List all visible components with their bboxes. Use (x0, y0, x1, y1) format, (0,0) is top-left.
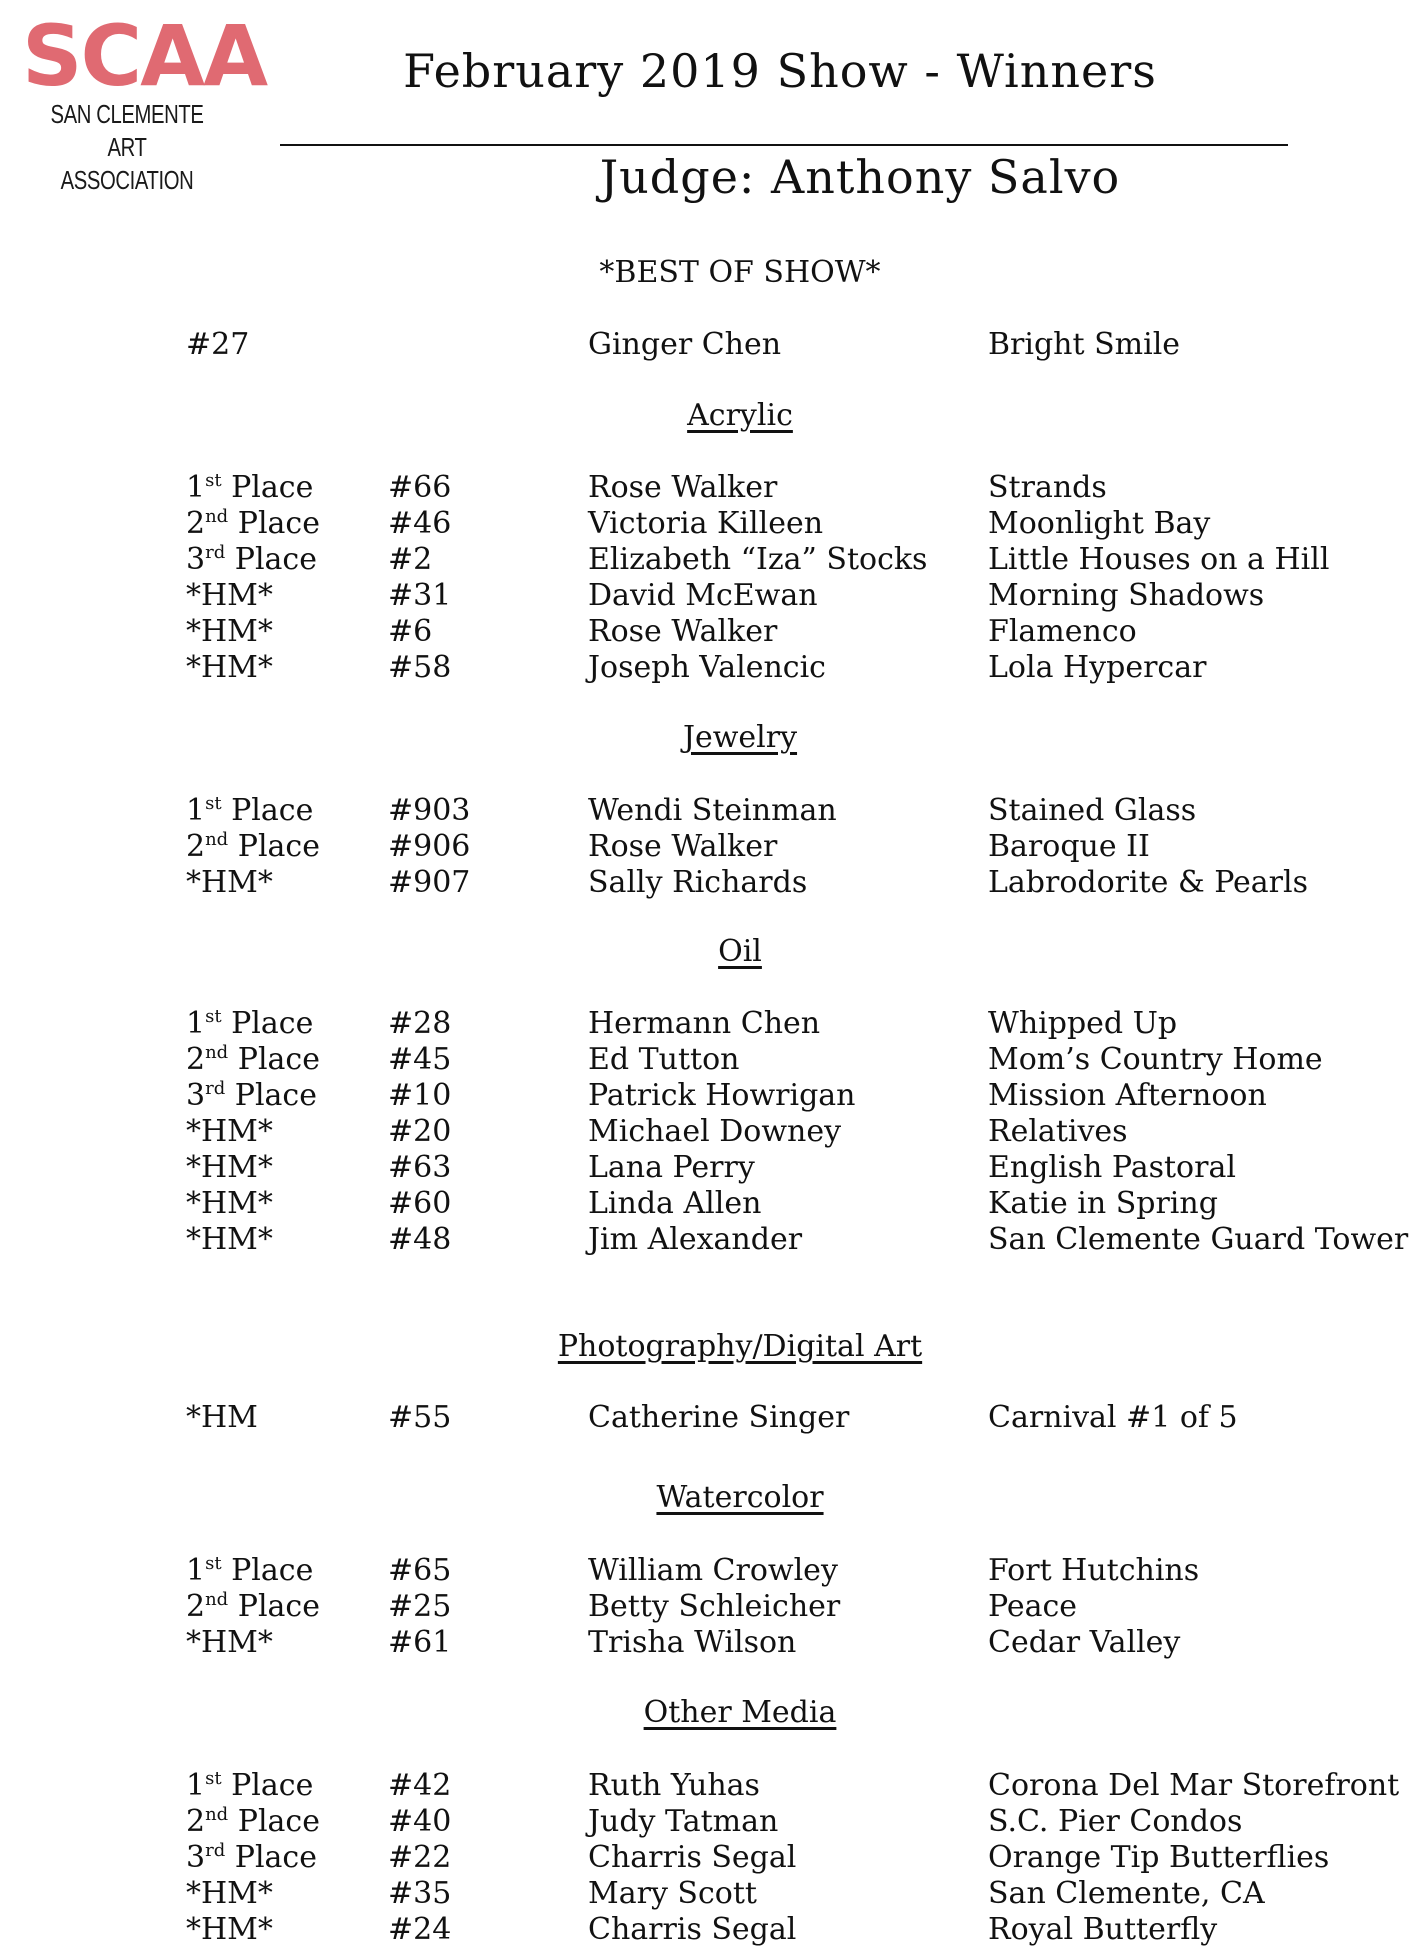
artist-name: Patrick Howrigan (588, 1078, 856, 1113)
artwork-title: Little Houses on a Hill (988, 542, 1330, 577)
award-place: 1st Place (186, 1006, 314, 1041)
best-of-show-row (0, 327, 1417, 363)
scaa-logo (22, 7, 267, 197)
artist-name: Rose Walker (588, 614, 778, 649)
artwork-title: Mom’s Country Home (988, 1042, 1323, 1077)
award-row (0, 1804, 1417, 1840)
artist-name: Judy Tatman (588, 1804, 779, 1839)
award-place: *HM* (186, 1186, 273, 1221)
entry-number: #31 (388, 578, 452, 613)
artwork-title: English Pastoral (988, 1150, 1236, 1185)
artist-name: Charris Segal (588, 1912, 797, 1947)
award-place: *HM* (186, 1876, 273, 1911)
artist-name: Betty Schleicher (588, 1589, 841, 1624)
entry-number: #42 (388, 1768, 452, 1803)
award-place: 2nd Place (186, 506, 320, 541)
entry-number: #28 (388, 1006, 452, 1041)
artwork-title: Flamenco (988, 614, 1137, 649)
artist-name: Jim Alexander (588, 1222, 803, 1257)
award-place: 1st Place (186, 793, 314, 828)
award-place: 2nd Place (186, 1804, 320, 1839)
artwork-title: San Clemente Guard Tower (988, 1222, 1409, 1257)
entry-number: #66 (388, 470, 452, 505)
artwork-title: Mission Afternoon (988, 1078, 1267, 1113)
award-row (0, 470, 1417, 506)
award-row (0, 1150, 1417, 1186)
award-row (0, 542, 1417, 578)
entry-number: #20 (388, 1114, 452, 1149)
artwork-title: Royal Butterfly (988, 1912, 1218, 1947)
artist-name: Elizabeth “Iza” Stocks (588, 542, 928, 577)
award-row (0, 1912, 1417, 1948)
entry-number: #35 (388, 1876, 452, 1911)
award-row (0, 1625, 1417, 1661)
entry-number: #906 (388, 829, 471, 864)
artwork-title: San Clemente, CA (988, 1876, 1265, 1911)
artist-name: William Crowley (588, 1553, 838, 1588)
artwork-title: Stained Glass (988, 793, 1197, 828)
artwork-title: Strands (988, 470, 1107, 505)
entry-number: #58 (388, 650, 452, 685)
award-place: 1st Place (186, 1553, 314, 1588)
entry-number: #55 (388, 1400, 452, 1435)
entry-number: #63 (388, 1150, 452, 1185)
page-title: February 2019 Show - Winners (403, 44, 1157, 98)
artist-name: Victoria Killeen (588, 506, 824, 541)
award-place: *HM* (186, 865, 273, 900)
artist-name: Ed Tutton (588, 1042, 740, 1077)
award-place: *HM* (186, 1150, 273, 1185)
best-of-show-heading: *BEST OF SHOW* (599, 255, 881, 290)
award-row (0, 1840, 1417, 1876)
entry-number: #61 (388, 1625, 452, 1660)
award-row (0, 1114, 1417, 1150)
artwork-title: Fort Hutchins (988, 1553, 1200, 1588)
award-row (0, 650, 1417, 686)
award-place: 2nd Place (186, 1589, 320, 1624)
artwork-title: Baroque II (988, 829, 1150, 864)
entry-number: #48 (388, 1222, 452, 1257)
award-row (0, 793, 1417, 829)
award-place: 3rd Place (186, 1078, 317, 1113)
award-row (0, 1186, 1417, 1222)
award-row (0, 1222, 1417, 1258)
artist-name: Ruth Yuhas (588, 1768, 760, 1803)
award-row (0, 1006, 1417, 1042)
artwork-title: Carnival #1 of 5 (988, 1400, 1238, 1435)
best-of-show-number: #27 (186, 327, 250, 362)
artwork-title: S.C. Pier Condos (988, 1804, 1243, 1839)
artist-name: Lana Perry (588, 1150, 755, 1185)
entry-number: #2 (388, 542, 433, 577)
judge-line: Judge: Anthony Salvo (599, 150, 1121, 204)
artist-name: Hermann Chen (588, 1006, 821, 1041)
artist-name: Michael Downey (588, 1114, 842, 1149)
artwork-title: Corona Del Mar Storefront (988, 1768, 1400, 1803)
award-row (0, 1078, 1417, 1114)
artwork-title: Labrodorite & Pearls (988, 865, 1309, 900)
award-place: *HM* (186, 1625, 273, 1660)
award-place: 1st Place (186, 1768, 314, 1803)
award-place: *HM* (186, 1912, 273, 1947)
artwork-title: Lola Hypercar (988, 650, 1207, 685)
artist-name: Trisha Wilson (588, 1625, 797, 1660)
award-place: *HM (186, 1400, 258, 1435)
artist-name: David McEwan (588, 578, 818, 613)
entry-number: #22 (388, 1840, 452, 1875)
artist-name: Mary Scott (588, 1876, 757, 1911)
award-place: *HM* (186, 578, 273, 613)
artwork-title: Peace (988, 1589, 1078, 1624)
section-heading: Acrylic (687, 398, 793, 433)
section-heading: Jewelry (682, 720, 798, 755)
award-place: *HM* (186, 1114, 273, 1149)
section-heading: Watercolor (656, 1480, 824, 1515)
artist-name: Linda Allen (588, 1186, 762, 1221)
artwork-title: Orange Tip Butterflies (988, 1840, 1330, 1875)
best-of-show-artist: Ginger Chen (588, 327, 782, 362)
artist-name: Wendi Steinman (588, 793, 837, 828)
logo-line-2: ART ASSOCIATION (60, 132, 194, 195)
award-row (0, 578, 1417, 614)
section-heading: Photography/Digital Art (557, 1329, 923, 1364)
logo-mark: SCAA (22, 7, 267, 105)
entry-number: #46 (388, 506, 452, 541)
award-row (0, 1589, 1417, 1625)
title-divider (280, 144, 1288, 146)
award-row (0, 1400, 1417, 1436)
award-place: 2nd Place (186, 829, 320, 864)
entry-number: #907 (388, 865, 471, 900)
entry-number: #40 (388, 1804, 452, 1839)
artwork-title: Whipped Up (988, 1006, 1178, 1041)
artist-name: Joseph Valencic (588, 650, 826, 685)
best-of-show-title: Bright Smile (988, 327, 1181, 362)
artwork-title: Moonlight Bay (988, 506, 1211, 541)
award-row (0, 1768, 1417, 1804)
entry-number: #65 (388, 1553, 452, 1588)
award-place: 2nd Place (186, 1042, 320, 1077)
award-place: *HM* (186, 650, 273, 685)
entry-number: #10 (388, 1078, 452, 1113)
section-heading: Oil (718, 934, 762, 969)
award-row (0, 506, 1417, 542)
artist-name: Catherine Singer (588, 1400, 850, 1435)
artist-name: Rose Walker (588, 829, 778, 864)
section-heading: Other Media (643, 1695, 837, 1730)
entry-number: #6 (388, 614, 433, 649)
artwork-title: Morning Shadows (988, 578, 1265, 613)
entry-number: #24 (388, 1912, 452, 1947)
logo-line-1: SAN CLEMENTE (50, 99, 204, 129)
entry-number: #45 (388, 1042, 452, 1077)
award-place: *HM* (186, 614, 273, 649)
entry-number: #25 (388, 1589, 452, 1624)
award-row (0, 1876, 1417, 1912)
artist-name: Rose Walker (588, 470, 778, 505)
award-row (0, 614, 1417, 650)
artwork-title: Cedar Valley (988, 1625, 1181, 1660)
award-place: 1st Place (186, 470, 314, 505)
award-place: 3rd Place (186, 542, 317, 577)
entry-number: #60 (388, 1186, 452, 1221)
award-place: *HM* (186, 1222, 273, 1257)
award-row (0, 829, 1417, 865)
award-row (0, 1553, 1417, 1589)
entry-number: #903 (388, 793, 471, 828)
artwork-title: Relatives (988, 1114, 1128, 1149)
award-row (0, 865, 1417, 901)
award-place: 3rd Place (186, 1840, 317, 1875)
artist-name: Sally Richards (588, 865, 808, 900)
artist-name: Charris Segal (588, 1840, 797, 1875)
artwork-title: Katie in Spring (988, 1186, 1218, 1221)
award-row (0, 1042, 1417, 1078)
